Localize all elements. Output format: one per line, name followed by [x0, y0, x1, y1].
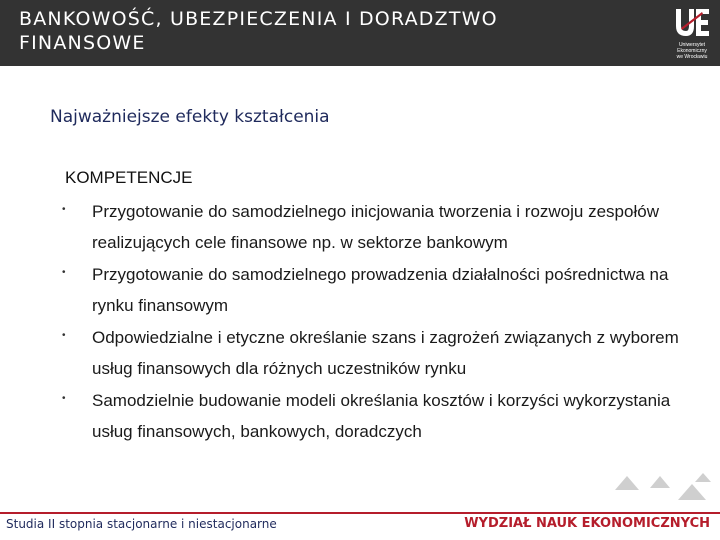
logo-line-1: Uniwersytet	[678, 42, 706, 48]
ue-monogram-icon	[670, 6, 714, 40]
footer-faculty: WYDZIAŁ NAUK EKONOMICZNYCH	[464, 516, 710, 531]
slide-subtitle: Najważniejsze efekty kształcenia	[50, 107, 330, 127]
footer-study-mode: Studia II stopnia stacjonarne i niestacjonarne	[6, 517, 277, 531]
list-item-text: Samodzielnie budowanie modeli określania kosztów i korzyści wykorzystania usług finansowych, bankowych, doradczych	[92, 391, 671, 441]
logo-line-2: Ekonomiczny	[677, 48, 707, 54]
slide-footer	[0, 488, 720, 540]
list-item	[62, 196, 682, 258]
list-item-text: Przygotowanie do samodzielnego prowadzenia działalności pośrednictwa na rynku finansowym	[92, 265, 669, 315]
list-item	[62, 259, 682, 321]
bullet-icon: •	[62, 393, 66, 404]
logo-line-3: we Wrocławiu	[676, 54, 708, 60]
list-item	[62, 385, 682, 447]
ue-logo-icon	[670, 6, 714, 62]
slide-title: BANKOWOŚĆ, UBEZPIECZENIA I DORADZTWO FINANSOWE	[19, 8, 498, 54]
bullet-icon: •	[62, 267, 66, 278]
footer-divider	[0, 512, 720, 514]
slide-header	[0, 0, 720, 66]
section-heading: KOMPETENCJE	[65, 168, 193, 187]
competence-list	[62, 196, 682, 448]
bullet-icon: •	[62, 204, 66, 215]
list-item-text: Odpowiedzialne i etyczne określanie szans i zagrożeń związanych z wyborem usług finansowych dla różnych uczestników rynku	[92, 328, 679, 378]
list-item-text: Przygotowanie do samodzielnego inicjowania tworzenia i rozwoju zespołów realizujących cele finansowe np. w sektorze bankowym	[92, 202, 659, 252]
list-item	[62, 322, 682, 384]
bullet-icon: •	[62, 330, 66, 341]
